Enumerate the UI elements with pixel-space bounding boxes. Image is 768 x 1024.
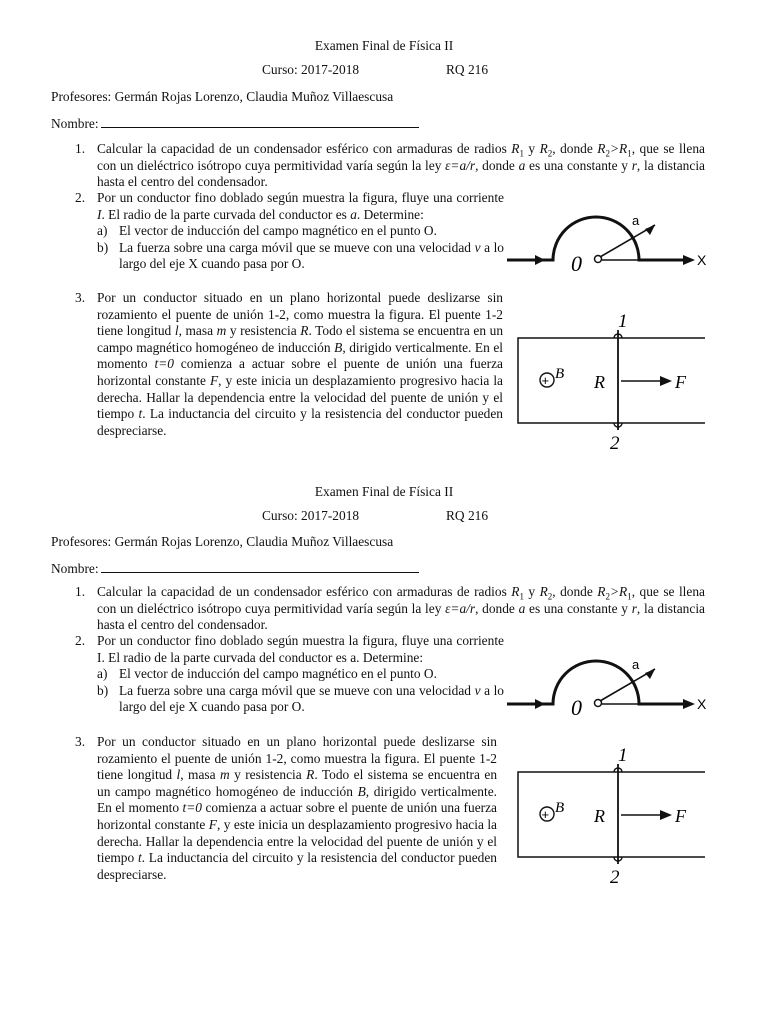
question-2a: a) El vector de inducción del campo magnético en el punto O. (97, 666, 437, 682)
label-r: R (594, 372, 605, 392)
room-code: RQ 216 (446, 62, 489, 77)
name-label: Nombre: (51, 116, 99, 131)
question-3-text: Por un conductor situado en un plano horizontal puede deslizarse sin rozamiento el puente de unión 1-2, como muestra la figura. El puente 1-2 tiene longitud l, masa m y resistencia R. Todo el sistema se encuentra en un campo magnético homogéneo de inducción B, dirigido verticalmente. En el momento t=0 comienza a actuar sobre el puente de unión una fuerza horizontal constante F, y este inicia un desplazamiento progresivo hacia la derecha. Hallar la dependencia entre la velocidad del puente de unión y el tiempo t. La inductancia del circuito y la resistencia del conductor pueden despreciarse. (97, 734, 498, 882)
professors-line: Profesores: Germán Rojas Lorenzo, Claudia Muñoz Villaescusa (51, 89, 394, 104)
question-1 (75, 141, 705, 191)
point-o (595, 700, 602, 707)
question-2-text: Por un conductor fino doblado según muestra la figura, fluye una corriente I. El radio de la parte curvada del conductor es a. Determine: (97, 190, 504, 222)
name-field[interactable] (51, 560, 419, 578)
plus-sign: + (541, 373, 550, 388)
label-a: a (632, 213, 640, 228)
question-2-text: Por un conductor fino doblado según muestra la figura, fluye una corriente I. El radio de la parte curvada del conductor es a. Determine: (97, 633, 504, 665)
question-2b: b) La fuerza sobre una carga móvil que se mueve con una velocidad v a lo largo del eje X cuando pasa por O. (97, 682, 505, 715)
course-year: Curso: 2017-2018 (262, 508, 360, 523)
question-number: 1. (75, 584, 86, 599)
question-2 (75, 190, 515, 290)
course-year: Curso: 2017-2018 (262, 62, 360, 77)
professors-line: Profesores: Germán Rojas Lorenzo, Claudia Muñoz Villaescusa (51, 534, 394, 549)
label-2: 2 (610, 433, 620, 454)
bent-conductor-figure (505, 649, 725, 724)
label-f: F (675, 806, 686, 826)
sliding-bridge-figure (510, 742, 710, 892)
label-f: F (675, 372, 686, 392)
question-number: 2. (75, 190, 86, 205)
question-number: 1. (75, 141, 86, 156)
x-axis-arrow-icon (683, 699, 695, 709)
sliding-bridge-figure (510, 308, 710, 458)
radius-arrow-icon (645, 225, 655, 235)
force-arrow-icon (660, 376, 672, 386)
label-1: 1 (618, 311, 628, 332)
label-a: a (632, 657, 640, 672)
plus-sign: + (541, 807, 550, 822)
name-blank-line[interactable] (101, 115, 419, 128)
label-b: B (555, 366, 565, 382)
label-o: 0 (571, 695, 582, 720)
exam-title: Examen Final de Física II (314, 484, 454, 499)
name-blank-line[interactable] (101, 560, 419, 573)
bent-conductor-figure (505, 205, 725, 280)
label-x: X (697, 696, 707, 712)
question-1 (75, 584, 705, 634)
name-label: Nombre: (51, 561, 99, 576)
label-1: 1 (618, 745, 628, 766)
question-1-text: Calcular la capacidad de un condensador esférico con armaduras de radios $R_1$ y $R_2$, donde $R_2>R_1$, que se llena con un dieléctrico isótropo cuya permitividad varía según la ley ε=a/r, donde a es una constante y r, la distancia hasta el centro del condensador. (97, 584, 705, 633)
label-r: R (594, 806, 605, 826)
question-number: 2. (75, 633, 86, 648)
label-o: 0 (571, 251, 582, 276)
name-field[interactable] (51, 115, 419, 133)
conductor-arc (543, 661, 685, 704)
conductor-arc (543, 217, 685, 260)
radius-arrow-icon (645, 669, 655, 679)
question-1-text: Calcular la capacidad de un condensador esférico con armaduras de radios $R_1$ y $R_2$, donde $R_2>R_1$, que se llena con un dieléctrico isótropo cuya permitividad varía según la ley ε=a/r, donde a es una constante y r, la distancia hasta el centro del condensador. (97, 141, 705, 190)
exam-title: Examen Final de Física II (314, 38, 454, 53)
question-number: 3. (75, 734, 86, 749)
label-b: B (555, 800, 565, 816)
question-2 (75, 633, 515, 733)
label-x: X (697, 252, 707, 268)
room-code: RQ 216 (446, 508, 489, 523)
force-arrow-icon (660, 810, 672, 820)
x-axis-arrow-icon (683, 255, 695, 265)
question-3-text: Por un conductor situado en un plano horizontal puede deslizarse sin rozamiento el puente de unión 1-2, como muestra la figura. El puente 1-2 tiene longitud l, masa m y resistencia R. Todo el sistema se encuentra en un campo magnético homogéneo de inducción B, dirigido verticalmente. En el momento t=0 comienza a actuar sobre el puente de unión una fuerza horizontal constante F, y este inicia un desplazamiento progresivo hacia la derecha. Hallar la dependencia entre la velocidad del puente de unión y el tiempo t. La inductancia del circuito y la resistencia del conductor pueden despreciarse. (97, 290, 504, 438)
label-2: 2 (610, 867, 620, 888)
point-o (595, 256, 602, 263)
question-2a: a) El vector de inducción del campo magnético en el punto O. (97, 223, 437, 239)
question-2b: b) La fuerza sobre una carga móvil que se mueve con una velocidad v a lo largo del eje X cuando pasa por O. (97, 239, 505, 272)
question-number: 3. (75, 290, 86, 305)
